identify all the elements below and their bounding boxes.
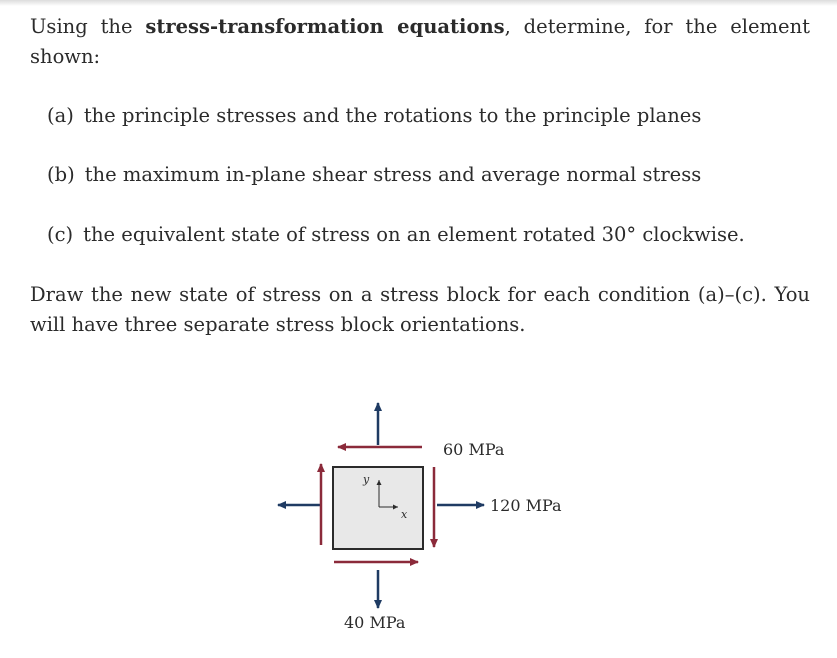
- shear-stress-label: 60 MPa: [443, 440, 505, 459]
- intro-suffix: , determine, for the element shown:: [30, 15, 810, 68]
- item-a-text: the principle stresses and the rotations to the principle planes: [83, 104, 702, 127]
- item-a-tag: (a): [47, 104, 74, 127]
- axis-y-label: y: [363, 473, 370, 486]
- sigma-x-label: 120 MPa: [490, 496, 562, 515]
- instructions-paragraph: Draw the new state of stress on a stress block for each condition (a)–(c). You will have three separate stress block orientations.: [30, 283, 810, 336]
- intro-prefix: Using the: [30, 15, 146, 38]
- sigma-y-label: 40 MPa: [344, 613, 406, 632]
- item-b-tag: (b): [47, 163, 75, 186]
- item-b-text: the maximum in-plane shear stress and average normal stress: [84, 163, 702, 186]
- item-c-tag: (c): [47, 223, 74, 246]
- axis-x-label: x: [401, 508, 408, 521]
- intro-bold-phrase: stress-transformation equations: [145, 15, 505, 38]
- item-c-text: the equivalent state of stress on an element rotated 30° clockwise.: [83, 223, 745, 246]
- stress-block: [333, 467, 423, 549]
